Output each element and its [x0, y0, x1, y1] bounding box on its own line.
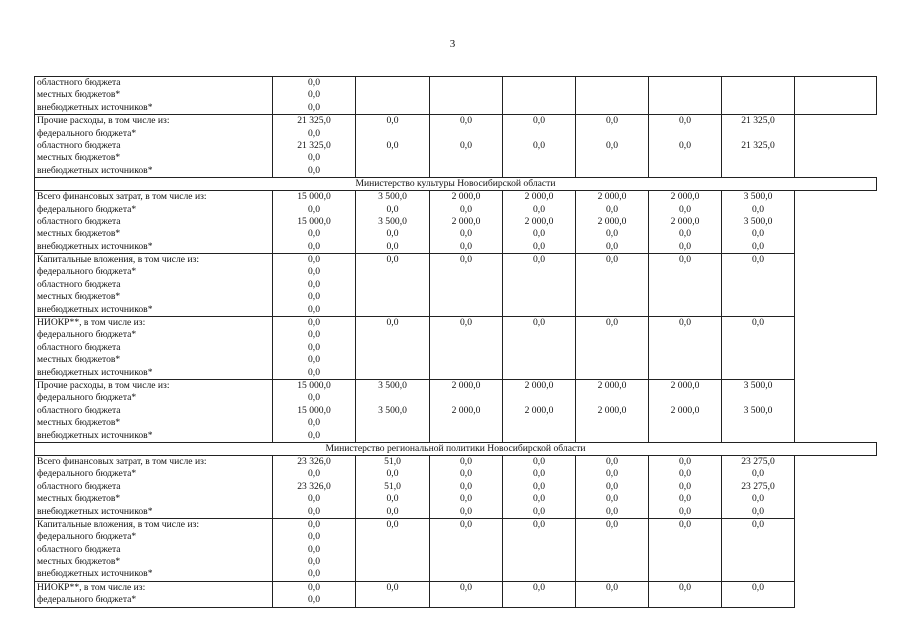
cell-value: 2 000,0: [451, 215, 481, 227]
cell-value: 0,0: [460, 480, 472, 492]
cell-value: 0,0: [679, 240, 691, 252]
empty-line: [503, 392, 575, 404]
cell-value: 0,0: [308, 101, 320, 113]
cell-value: 2 000,0: [597, 379, 627, 391]
cell-value: 0,0: [679, 317, 691, 329]
value-cell: [273, 115, 356, 178]
value-cell: [273, 581, 356, 607]
table-row: [35, 115, 877, 178]
cell-value: 0,0: [533, 468, 545, 480]
row-label: областного бюджета: [37, 341, 121, 353]
row-label-cell: [35, 455, 273, 518]
row-label-cell: [35, 191, 273, 254]
cell-value: 0,0: [460, 203, 472, 215]
cell-value: 0,0: [308, 203, 320, 215]
row-label: внебюджетных источников*: [37, 429, 153, 441]
cell-value: 0,0: [606, 493, 618, 505]
value-cell: [649, 581, 722, 607]
cell-value: 2 000,0: [451, 191, 481, 203]
value-cell: [576, 191, 649, 254]
value-cell: [503, 317, 576, 380]
cell-value: 0,0: [533, 115, 545, 127]
empty-line: [356, 128, 429, 140]
cell-value: 0,0: [308, 77, 320, 88]
cell-value: 51,0: [384, 455, 401, 467]
cell-value: 3 500,0: [378, 404, 407, 416]
cell-value: 0,0: [308, 392, 320, 404]
value-cell: [430, 317, 503, 380]
cell-value: 0,0: [308, 254, 320, 266]
value-cell: [273, 518, 356, 581]
cell-value: 0,0: [308, 468, 320, 480]
cell-value: 3 500,0: [743, 191, 773, 203]
cell-value: 0,0: [308, 505, 320, 517]
value-cell: [649, 518, 722, 581]
cell-value: 23 326,0: [297, 480, 331, 492]
value-cell: [273, 455, 356, 518]
cell-value: 0,0: [308, 278, 320, 290]
empty-line: [356, 392, 429, 404]
row-label-cell: [35, 317, 273, 380]
table-row: [35, 518, 877, 581]
value-cell: [273, 77, 356, 115]
cell-value: 0,0: [386, 203, 399, 215]
table-row: [35, 581, 877, 607]
cell-value: 0,0: [679, 228, 691, 240]
cell-value: 0,0: [752, 505, 764, 517]
value-cell: [576, 581, 649, 607]
value-cell: [356, 317, 430, 380]
cell-value: 0,0: [679, 455, 691, 467]
row-label: местных бюджетов*: [37, 556, 121, 568]
cell-value: 21 325,0: [297, 115, 331, 127]
value-cell: [430, 518, 503, 581]
cell-value: 0,0: [460, 115, 472, 127]
value-cell: [649, 455, 722, 518]
cell-value: 0,0: [533, 455, 545, 467]
empty-line: [722, 128, 794, 140]
table-row: [35, 191, 877, 254]
row-label: Всего финансовых затрат, в том числе из:: [37, 455, 207, 467]
budget-table: [34, 76, 877, 608]
cell-value: 2 000,0: [524, 191, 554, 203]
value-cell: [503, 455, 576, 518]
page-number: 3: [449, 38, 456, 50]
cell-value: 2 000,0: [670, 215, 700, 227]
value-cell: [503, 115, 576, 178]
cell-value: 0,0: [460, 254, 472, 266]
empty-line: [503, 128, 575, 140]
table-body: [35, 77, 877, 608]
row-label: областного бюджета: [37, 215, 121, 227]
row-label: местных бюджетов*: [37, 228, 121, 240]
cell-value: 3 500,0: [378, 215, 407, 227]
cell-value: 0,0: [752, 228, 764, 240]
row-label: Капитальные вложения, в том числе из:: [37, 254, 200, 266]
cell-value: 2 000,0: [524, 404, 554, 416]
cell-value: 0,0: [752, 203, 764, 215]
cell-value: 0,0: [460, 518, 472, 530]
cell-value: 0,0: [533, 240, 545, 252]
cell-value: 0,0: [386, 115, 399, 127]
row-label: федерального бюджета*: [37, 266, 137, 278]
cell-value: 21 325,0: [741, 139, 775, 151]
cell-value: 51,0: [384, 480, 401, 492]
cell-value: 0,0: [308, 266, 320, 278]
cell-value: 0,0: [606, 115, 618, 127]
cell-value: 0,0: [386, 505, 399, 517]
cell-value: 2 000,0: [597, 215, 627, 227]
cell-value: 0,0: [460, 240, 472, 252]
empty-line: [576, 392, 648, 404]
value-cell: [576, 455, 649, 518]
value-cell: [722, 115, 795, 178]
row-label: внебюджетных источников*: [37, 568, 153, 580]
cell-value: 0,0: [606, 203, 618, 215]
value-cell: [649, 115, 722, 178]
cell-value: 2 000,0: [670, 404, 700, 416]
cell-value: 2 000,0: [670, 379, 700, 391]
cell-value: 0,0: [679, 480, 691, 492]
value-cell: [576, 254, 649, 317]
value-cell: [576, 379, 649, 442]
cell-value: 0,0: [308, 228, 320, 240]
cell-value: 0,0: [460, 139, 472, 151]
row-label: внебюджетных источников*: [37, 164, 153, 176]
table-row: [35, 77, 877, 115]
cell-value: 3 500,0: [378, 191, 407, 203]
cell-value: 0,0: [533, 518, 545, 530]
value-cell: [503, 379, 576, 442]
cell-value: 0,0: [308, 581, 320, 593]
value-cell: [722, 77, 795, 115]
row-label: внебюджетных источников*: [37, 240, 153, 252]
row-label: местных бюджетов*: [37, 152, 121, 164]
row-label: Всего финансовых затрат, в том числе из:: [37, 191, 207, 203]
value-cell: [795, 77, 877, 115]
row-label-cell: [35, 254, 273, 317]
value-cell: [356, 581, 430, 607]
row-label: внебюджетных источников*: [37, 101, 153, 113]
value-cell: [722, 518, 795, 581]
row-label: областного бюджета: [37, 278, 121, 290]
value-cell: [273, 317, 356, 380]
cell-value: 0,0: [606, 468, 618, 480]
row-label: местных бюджетов*: [37, 354, 121, 366]
row-label: областного бюджета: [37, 480, 121, 492]
cell-value: 3 500,0: [743, 404, 773, 416]
value-cell: [430, 115, 503, 178]
value-cell: [722, 455, 795, 518]
value-cell: [503, 191, 576, 254]
cell-value: 0,0: [606, 581, 618, 593]
value-cell: [430, 77, 503, 115]
cell-value: 0,0: [606, 240, 618, 252]
value-cell: [430, 191, 503, 254]
empty-line: [576, 128, 648, 140]
cell-value: 0,0: [386, 468, 399, 480]
cell-value: 0,0: [460, 228, 472, 240]
cell-value: 0,0: [679, 139, 691, 151]
value-cell: [356, 455, 430, 518]
cell-value: 15 000,0: [297, 404, 331, 416]
cell-value: 0,0: [308, 89, 320, 101]
value-cell: [576, 317, 649, 380]
value-cell: [722, 317, 795, 380]
row-label: местных бюджетов*: [37, 417, 121, 429]
cell-value: 0,0: [460, 493, 472, 505]
row-label: Прочие расходы, в том числе из:: [37, 379, 170, 391]
value-cell: [356, 379, 430, 442]
row-label: Капитальные вложения, в том числе из:: [37, 518, 200, 530]
row-label: местных бюджетов*: [37, 291, 121, 303]
value-cell: [356, 254, 430, 317]
cell-value: 3 500,0: [743, 215, 773, 227]
section-header: Министерство региональной политики Новосибирской области: [35, 442, 877, 455]
row-label-cell: [35, 581, 273, 607]
value-cell: [503, 581, 576, 607]
table-row: [35, 317, 877, 380]
row-label: внебюджетных источников*: [37, 303, 153, 315]
row-label: областного бюджета: [37, 404, 121, 416]
value-cell: [722, 379, 795, 442]
cell-value: 2 000,0: [597, 404, 627, 416]
cell-value: 0,0: [460, 455, 472, 467]
cell-value: 0,0: [679, 505, 691, 517]
cell-value: 0,0: [752, 240, 764, 252]
value-cell: [722, 254, 795, 317]
value-cell: [649, 191, 722, 254]
row-label: областного бюджета: [37, 139, 121, 151]
cell-value: 0,0: [308, 240, 320, 252]
value-cell: [430, 379, 503, 442]
cell-value: 0,0: [308, 543, 320, 555]
cell-value: 0,0: [679, 581, 691, 593]
value-cell: [576, 115, 649, 178]
cell-value: 0,0: [533, 317, 545, 329]
table-row: [35, 254, 877, 317]
value-cell: [576, 77, 649, 115]
value-cell: [503, 254, 576, 317]
cell-value: 0,0: [308, 127, 320, 139]
cell-value: 23 275,0: [741, 480, 775, 492]
row-label: федерального бюджета*: [37, 203, 137, 215]
section-header-row: [35, 442, 877, 455]
row-label: внебюджетных источников*: [37, 505, 153, 517]
cell-value: 15 000,0: [297, 215, 331, 227]
cell-value: 23 326,0: [297, 455, 331, 467]
cell-value: 0,0: [386, 581, 399, 593]
row-label: федерального бюджета*: [37, 531, 137, 543]
cell-value: 3 500,0: [378, 379, 407, 391]
value-cell: [430, 455, 503, 518]
row-label: федерального бюджета*: [37, 329, 137, 341]
value-cell: [273, 191, 356, 254]
cell-value: 0,0: [460, 468, 472, 480]
row-label: федерального бюджета*: [37, 468, 137, 480]
value-cell: [503, 518, 576, 581]
row-label: местных бюджетов*: [37, 493, 121, 505]
value-cell: [273, 379, 356, 442]
cell-value: 2 000,0: [451, 404, 481, 416]
cell-value: 0,0: [308, 152, 320, 164]
table-row: [35, 455, 877, 518]
cell-value: 15 000,0: [297, 379, 331, 391]
value-cell: [576, 518, 649, 581]
cell-value: 0,0: [752, 581, 764, 593]
row-label-cell: [35, 115, 273, 178]
row-label-cell: [35, 379, 273, 442]
cell-value: 0,0: [308, 354, 320, 366]
value-cell: [649, 254, 722, 317]
section-header-row: [35, 178, 877, 191]
cell-value: 0,0: [308, 518, 320, 530]
cell-value: 0,0: [679, 493, 691, 505]
cell-value: 0,0: [533, 139, 545, 151]
cell-value: 0,0: [752, 317, 764, 329]
cell-value: 0,0: [679, 115, 691, 127]
cell-value: 0,0: [533, 254, 545, 266]
row-label: Прочие расходы, в том числе из:: [37, 115, 170, 127]
cell-value: 0,0: [752, 254, 764, 266]
row-label: областного бюджета: [37, 77, 121, 88]
empty-line: [722, 392, 794, 404]
cell-value: 0,0: [606, 139, 618, 151]
cell-value: 0,0: [752, 493, 764, 505]
row-label: федерального бюджета*: [37, 594, 137, 606]
value-cell: [503, 77, 576, 115]
cell-value: 0,0: [606, 480, 618, 492]
cell-value: 0,0: [533, 228, 545, 240]
cell-value: 0,0: [386, 493, 399, 505]
cell-value: 0,0: [308, 594, 320, 606]
cell-value: 0,0: [533, 480, 545, 492]
empty-line: [649, 392, 721, 404]
cell-value: 23 275,0: [741, 455, 775, 467]
cell-value: 0,0: [533, 493, 545, 505]
cell-value: 0,0: [308, 291, 320, 303]
cell-value: 0,0: [308, 164, 320, 176]
cell-value: 0,0: [386, 139, 399, 151]
cell-value: 21 325,0: [741, 115, 775, 127]
cell-value: 0,0: [606, 317, 618, 329]
section-header: Министерство культуры Новосибирской области: [35, 178, 877, 191]
cell-value: 0,0: [308, 317, 320, 329]
row-label: внебюджетных источников*: [37, 366, 153, 378]
value-cell: [430, 254, 503, 317]
cell-value: 0,0: [308, 568, 320, 580]
value-cell: [356, 518, 430, 581]
cell-value: 0,0: [606, 505, 618, 517]
cell-value: 0,0: [386, 240, 399, 252]
cell-value: 0,0: [308, 303, 320, 315]
row-label: федерального бюджета*: [37, 392, 137, 404]
row-label: федерального бюджета*: [37, 127, 137, 139]
empty-line: [430, 128, 502, 140]
cell-value: 2 000,0: [451, 379, 481, 391]
row-label-cell: [35, 518, 273, 581]
value-cell: [722, 191, 795, 254]
cell-value: 0,0: [308, 429, 320, 441]
row-label: НИОКР**, в том числе из:: [37, 581, 146, 593]
value-cell: [649, 379, 722, 442]
empty-line: [430, 392, 502, 404]
empty-line: [649, 128, 721, 140]
cell-value: 0,0: [386, 254, 399, 266]
row-label: местных бюджетов*: [37, 89, 121, 101]
cell-value: 0,0: [308, 366, 320, 378]
cell-value: 0,0: [606, 254, 618, 266]
cell-value: 2 000,0: [597, 191, 627, 203]
cell-value: 21 325,0: [297, 139, 331, 151]
cell-value: 0,0: [386, 317, 399, 329]
cell-value: 0,0: [679, 254, 691, 266]
value-cell: [430, 581, 503, 607]
value-cell: [273, 254, 356, 317]
cell-value: 2 000,0: [524, 379, 554, 391]
cell-value: 0,0: [308, 531, 320, 543]
cell-value: 15 000,0: [297, 191, 331, 203]
cell-value: 0,0: [679, 468, 691, 480]
table-row: [35, 379, 877, 442]
cell-value: 0,0: [606, 518, 618, 530]
row-label-cell: [35, 77, 273, 115]
value-cell: [356, 115, 430, 178]
cell-value: 2 000,0: [670, 191, 700, 203]
cell-value: 0,0: [460, 581, 472, 593]
value-cell: [722, 581, 795, 607]
cell-value: 0,0: [386, 228, 399, 240]
cell-value: 0,0: [752, 468, 764, 480]
row-label: областного бюджета: [37, 543, 121, 555]
cell-value: 0,0: [460, 317, 472, 329]
cell-value: 0,0: [679, 203, 691, 215]
cell-value: 0,0: [308, 341, 320, 353]
cell-value: 0,0: [752, 518, 764, 530]
cell-value: 0,0: [533, 203, 545, 215]
cell-value: 0,0: [308, 417, 320, 429]
value-cell: [649, 77, 722, 115]
cell-value: 0,0: [533, 581, 545, 593]
cell-value: 0,0: [606, 455, 618, 467]
row-label: НИОКР**, в том числе из:: [37, 317, 146, 329]
value-cell: [356, 77, 430, 115]
cell-value: 0,0: [386, 518, 399, 530]
cell-value: 2 000,0: [524, 215, 554, 227]
cell-value: 0,0: [460, 505, 472, 517]
cell-value: 0,0: [308, 329, 320, 341]
cell-value: 0,0: [679, 518, 691, 530]
value-cell: [356, 191, 430, 254]
cell-value: 0,0: [606, 228, 618, 240]
cell-value: 0,0: [308, 493, 320, 505]
cell-value: 0,0: [533, 505, 545, 517]
cell-value: 3 500,0: [743, 379, 773, 391]
cell-value: 0,0: [308, 556, 320, 568]
value-cell: [649, 317, 722, 380]
